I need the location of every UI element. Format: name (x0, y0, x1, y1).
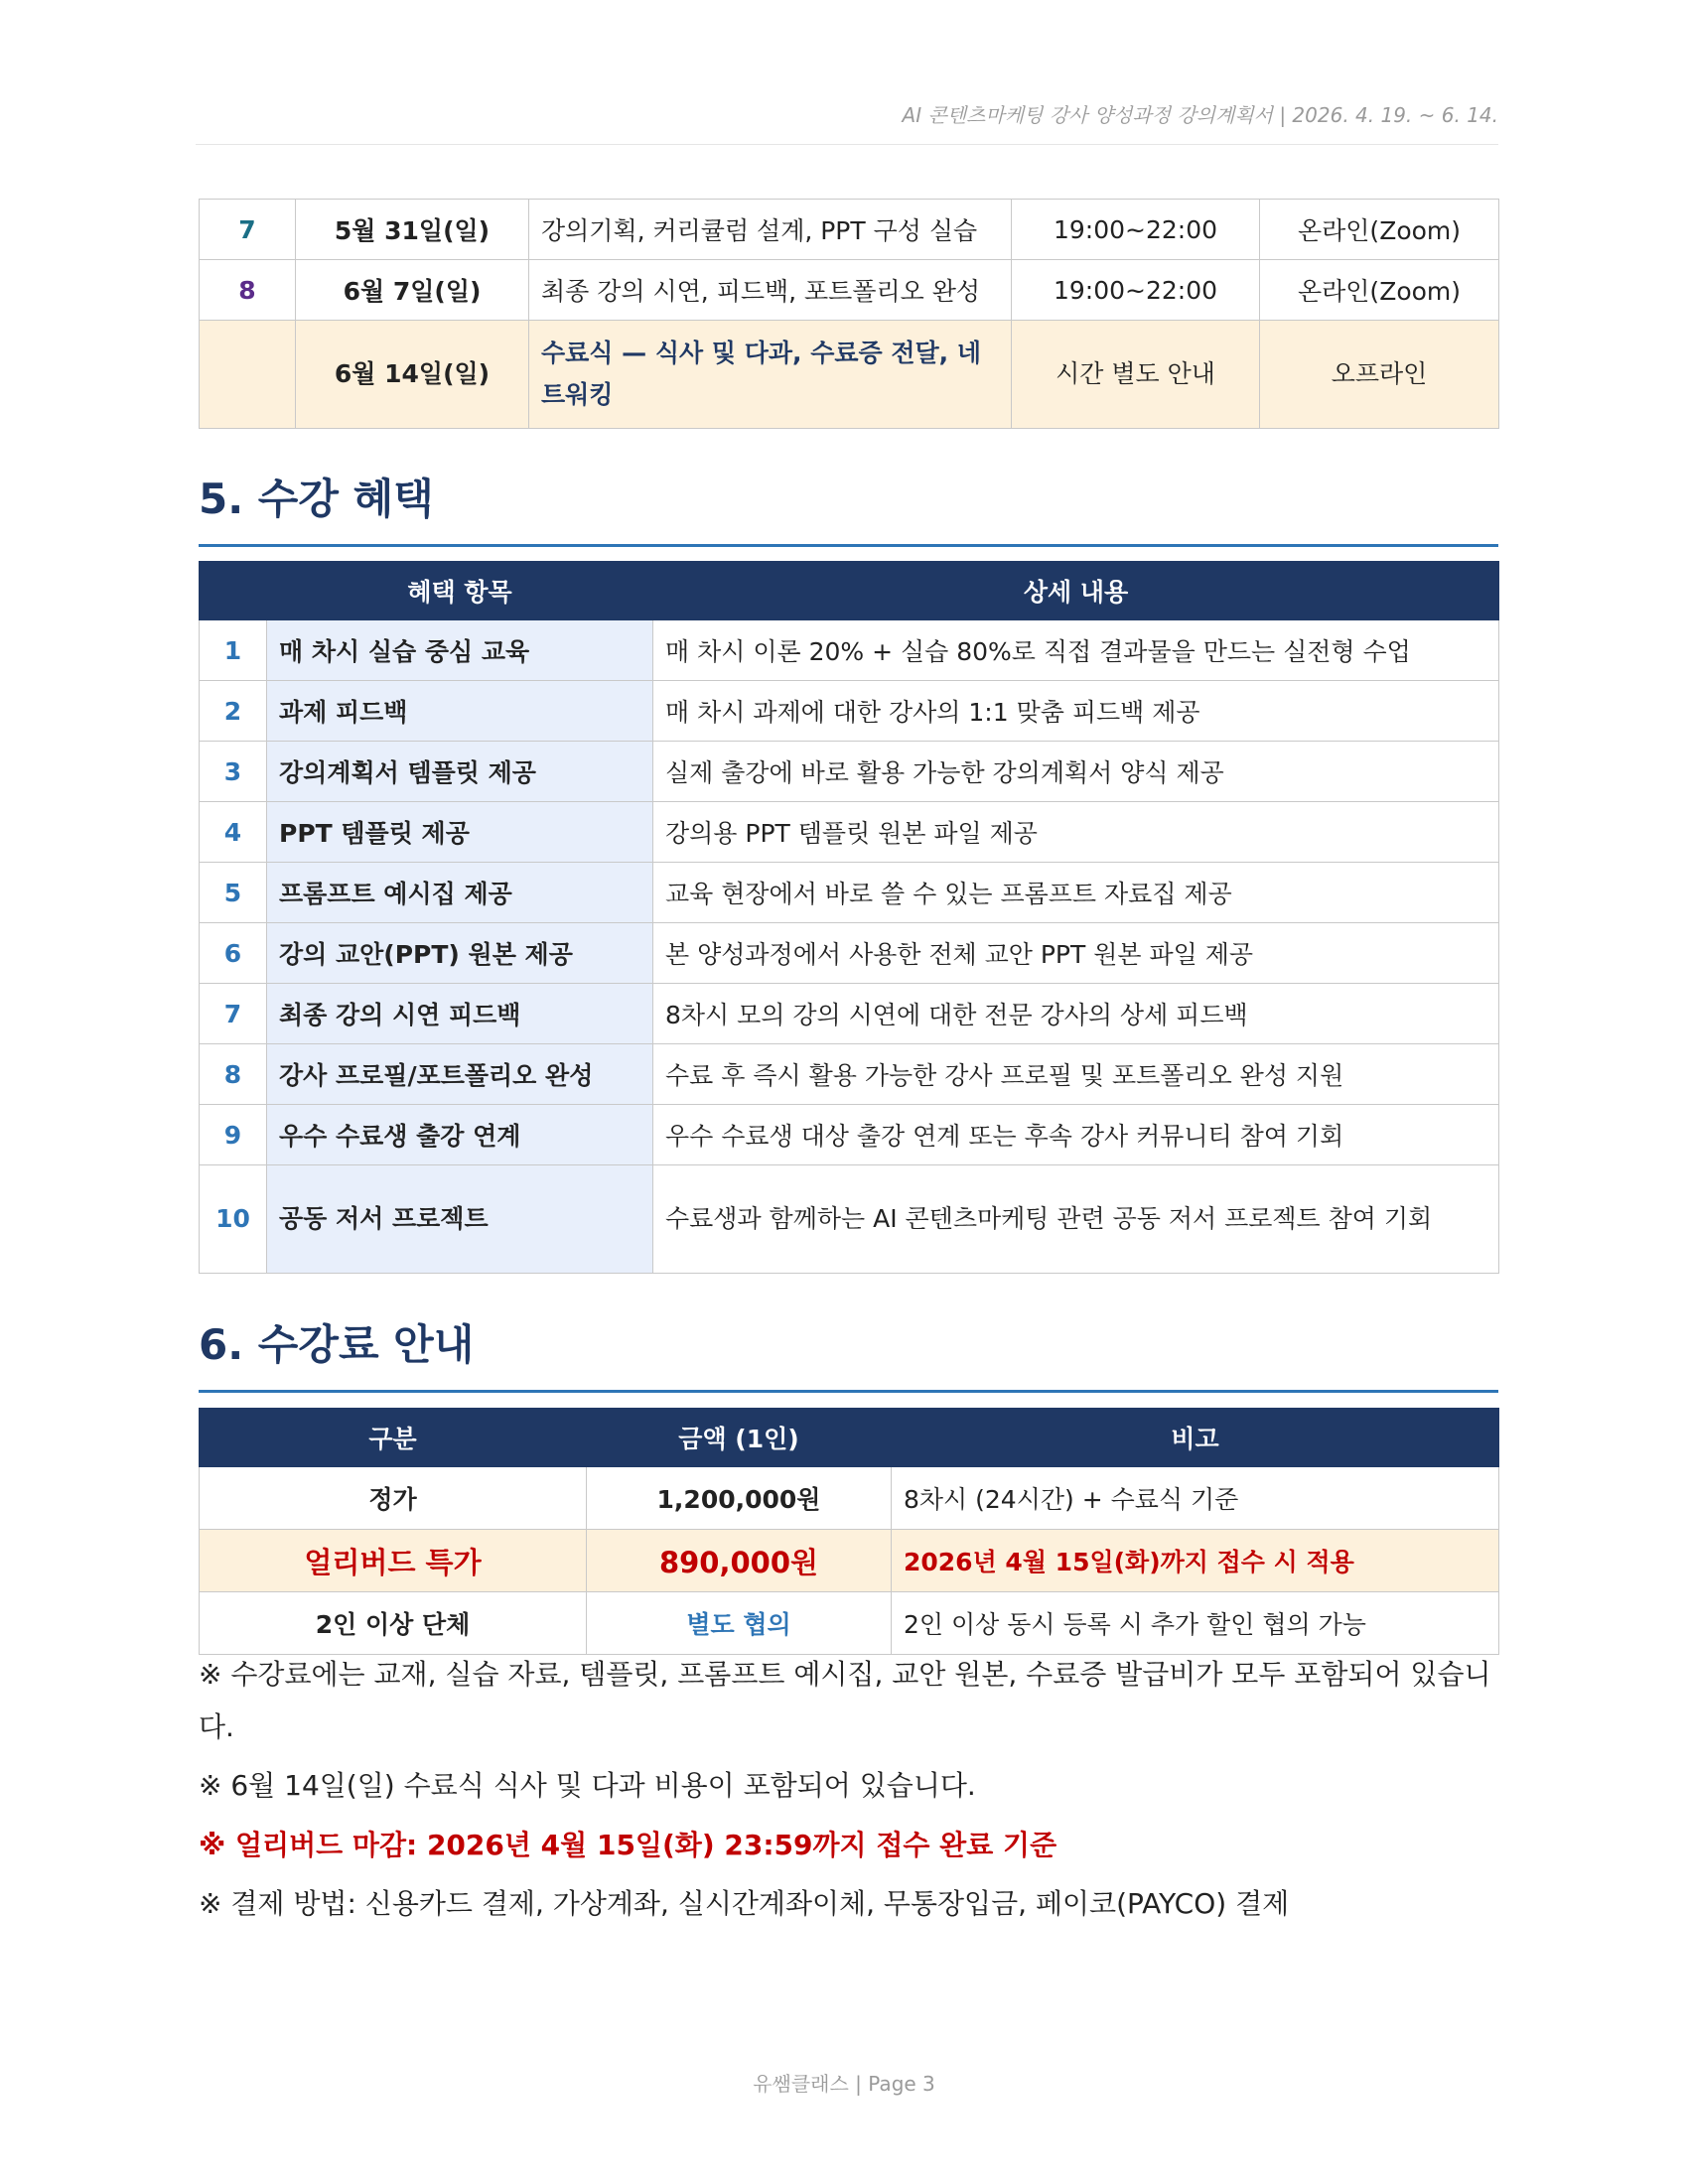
page-footer: 유쌤클래스 | Page 3 (753, 2072, 935, 2096)
benefit-item: 과제 피드백 (267, 681, 653, 742)
benefit-detail: 우수 수료생 대상 출강 연계 또는 후속 강사 커뮤니티 참여 기회 (653, 1105, 1499, 1165)
benefit-detail: 본 양성과정에서 사용한 전체 교안 PPT 원본 파일 제공 (653, 923, 1499, 984)
section-title: 5. 수강 혜택 (199, 467, 1498, 547)
session-content: 강의기획, 커리큘럼 설계, PPT 구성 실습 (529, 200, 1012, 260)
fee-note: 2026년 4월 15일(화)까지 접수 시 적용 (892, 1530, 1499, 1592)
session-number: 8 (200, 260, 296, 321)
fee-type: 2인 이상 단체 (200, 1592, 587, 1655)
table-row (200, 1044, 1499, 1105)
benefit-number: 10 (200, 1165, 267, 1274)
table-row (200, 923, 1499, 984)
session-date: 6월 7일(일) (296, 260, 529, 321)
session-time: 시간 별도 안내 (1012, 321, 1260, 429)
benefit-detail: 실제 출강에 바로 활용 가능한 강의계획서 양식 제공 (653, 742, 1499, 802)
benefit-item: PPT 템플릿 제공 (267, 802, 653, 863)
schedule-table (199, 199, 1499, 429)
session-date: 5월 31일(일) (296, 200, 529, 260)
session-date: 6월 14일(일) (296, 321, 529, 429)
session-content: 최종 강의 시연, 피드백, 포트폴리오 완성 (529, 260, 1012, 321)
fee-type: 정가 (200, 1467, 587, 1530)
table-header-row (200, 1409, 1499, 1467)
table-row (200, 1165, 1499, 1274)
fee-note: 2인 이상 동시 등록 시 추가 할인 협의 가능 (892, 1592, 1499, 1655)
table-row (200, 802, 1499, 863)
benefit-item: 강의 교안(PPT) 원본 제공 (267, 923, 653, 984)
column-header-amount: 금액 (1인) (587, 1409, 892, 1467)
benefit-number: 6 (200, 923, 267, 984)
benefit-detail: 강의용 PPT 템플릿 원본 파일 제공 (653, 802, 1499, 863)
fee-note: 8차시 (24시간) + 수료식 기준 (892, 1467, 1499, 1530)
benefit-item: 강사 프로필/포트폴리오 완성 (267, 1044, 653, 1105)
column-header-note: 비고 (892, 1409, 1499, 1467)
session-place: 온라인(Zoom) (1260, 200, 1499, 260)
benefit-number: 8 (200, 1044, 267, 1105)
benefit-item: 우수 수료생 출강 연계 (267, 1105, 653, 1165)
column-header-item: 혜택 항목 (267, 562, 653, 620)
session-number: 7 (200, 200, 296, 260)
session-number (200, 321, 296, 429)
benefit-detail: 8차시 모의 강의 시연에 대한 전문 강사의 상세 피드백 (653, 984, 1499, 1044)
fee-type: 얼리버드 특가 (200, 1530, 587, 1592)
table-row (200, 742, 1499, 802)
benefit-detail: 매 차시 이론 20% + 실습 80%로 직접 결과물을 만드는 실전형 수업 (653, 620, 1499, 681)
benefit-number: 1 (200, 620, 267, 681)
table-row (200, 1105, 1499, 1165)
note-item-highlight: ※ 얼리버드 마감: 2026년 4월 15일(화) 23:59까지 접수 완료 기준 (199, 1828, 1057, 1861)
benefit-detail: 수료 후 즉시 활용 가능한 강사 프로필 및 포트폴리오 완성 지원 (653, 1044, 1499, 1105)
fee-amount: 890,000원 (587, 1530, 892, 1592)
fee-amount: 별도 협의 (587, 1592, 892, 1655)
table-row (200, 863, 1499, 923)
table-row (200, 1467, 1499, 1530)
benefit-number: 9 (200, 1105, 267, 1165)
session-time: 19:00~22:00 (1012, 260, 1260, 321)
benefit-item: 공동 저서 프로젝트 (267, 1165, 653, 1274)
note-item: ※ 수강료에는 교재, 실습 자료, 템플릿, 프롬프트 예시집, 교안 원본, 수료증 발급비가 모두 포함되어 있습니다. (199, 1658, 1491, 1744)
column-header-type: 구분 (200, 1409, 587, 1467)
table-row (200, 1592, 1499, 1655)
session-time: 19:00~22:00 (1012, 200, 1260, 260)
session-place: 온라인(Zoom) (1260, 260, 1499, 321)
table-row (200, 984, 1499, 1044)
benefit-detail: 교육 현장에서 바로 쓸 수 있는 프롬프트 자료집 제공 (653, 863, 1499, 923)
session-content: 수료식 — 식사 및 다과, 수료증 전달, 네트워킹 (529, 321, 1012, 429)
benefit-number: 7 (200, 984, 267, 1044)
table-row (200, 260, 1499, 321)
benefit-item: 프롬프트 예시집 제공 (267, 863, 653, 923)
benefit-number: 2 (200, 681, 267, 742)
benefit-number: 5 (200, 863, 267, 923)
fee-table (199, 1408, 1499, 1655)
table-row (200, 200, 1499, 260)
note-item: ※ 6월 14일(일) 수료식 식사 및 다과 비용이 포함되어 있습니다. (199, 1769, 976, 1803)
column-header-detail: 상세 내용 (653, 562, 1499, 620)
benefit-number: 4 (200, 802, 267, 863)
benefit-item: 매 차시 실습 중심 교육 (267, 620, 653, 681)
page-header: AI 콘텐츠마케팅 강사 양성과정 강의계획서 | 2026. 4. 19. ~ 6. 14. (196, 99, 1498, 145)
note-item: ※ 결제 방법: 신용카드 결제, 가상계좌, 실시간계좌이체, 무통장입금, 페이코(PAYCO) 결제 (199, 1886, 1290, 1920)
section-title: 6. 수강료 안내 (199, 1312, 1498, 1393)
notes (199, 1648, 1498, 1936)
benefit-item: 최종 강의 시연 피드백 (267, 984, 653, 1044)
benefit-detail: 매 차시 과제에 대한 강사의 1:1 맞춤 피드백 제공 (653, 681, 1499, 742)
benefit-detail: 수료생과 함께하는 AI 콘텐츠마케팅 관련 공동 저서 프로젝트 참여 기회 (653, 1165, 1499, 1274)
table-row (200, 620, 1499, 681)
column-header-num (200, 562, 267, 620)
session-place: 오프라인 (1260, 321, 1499, 429)
table-row (200, 681, 1499, 742)
table-row (200, 1530, 1499, 1592)
benefit-item: 강의계획서 템플릿 제공 (267, 742, 653, 802)
fee-amount: 1,200,000원 (587, 1467, 892, 1530)
table-header-row (200, 562, 1499, 620)
benefits-table (199, 561, 1499, 1274)
benefit-number: 3 (200, 742, 267, 802)
table-row (200, 321, 1499, 429)
